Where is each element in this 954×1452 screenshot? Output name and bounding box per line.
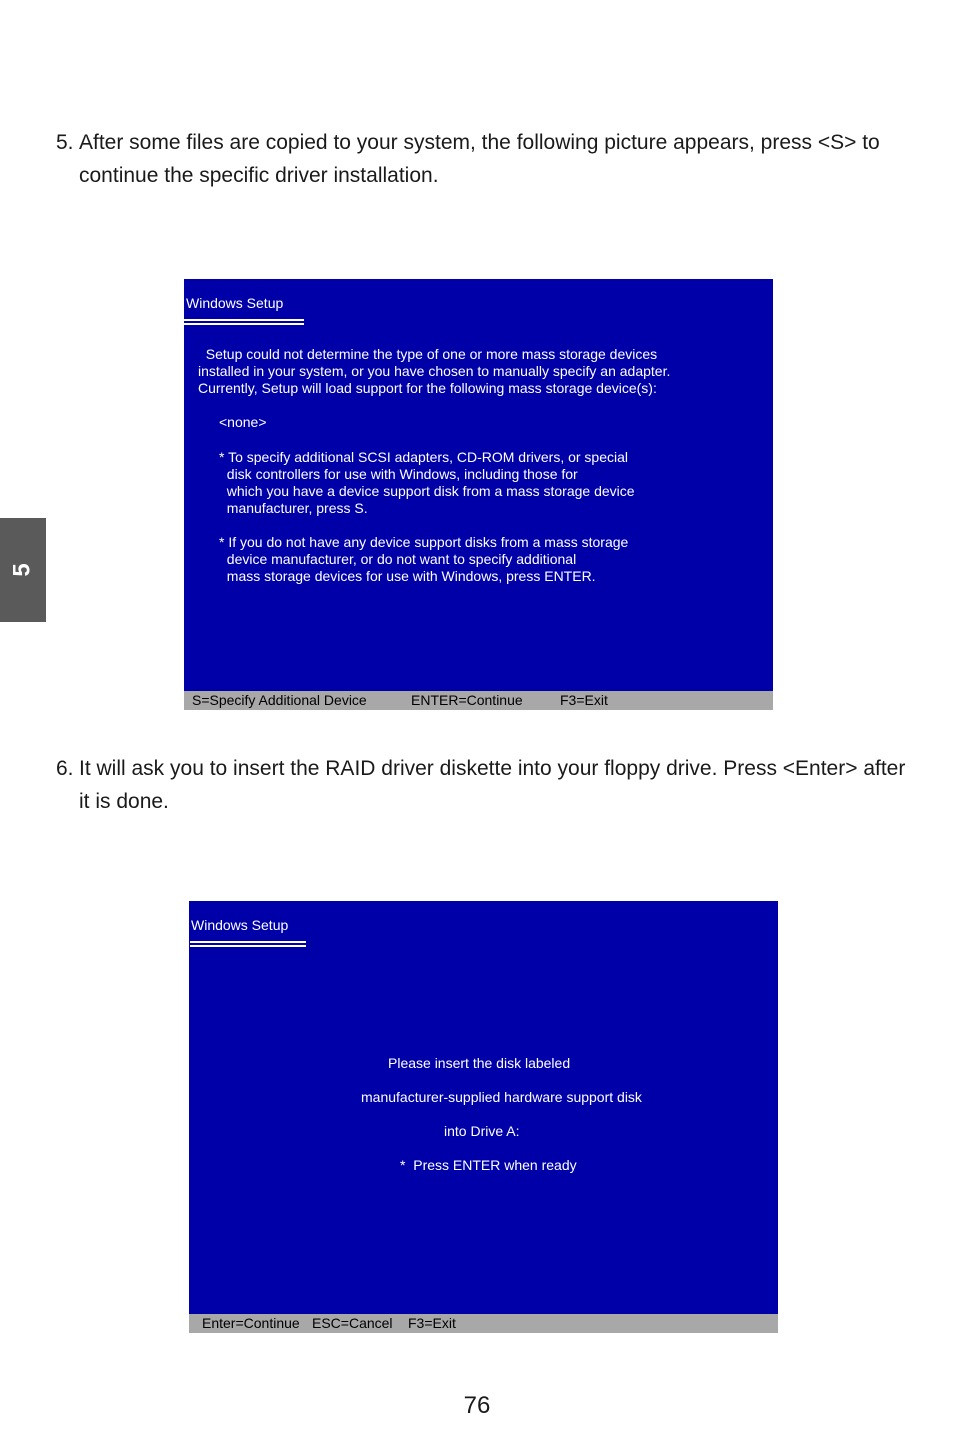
- status-f3-exit: F3=Exit: [560, 692, 608, 708]
- step-6: [56, 752, 916, 818]
- title-underline: [184, 319, 304, 325]
- message-line: device manufacturer, or do not want to specify additional: [219, 551, 577, 567]
- message-line: into Drive A:: [444, 1123, 520, 1139]
- setup-screen-specify-device: [184, 279, 773, 710]
- chapter-tab-label: 5: [8, 563, 36, 577]
- message-line: Setup could not determine the type of one or more mass storage devices: [198, 346, 658, 362]
- window-title: Windows Setup: [191, 917, 289, 933]
- status-esc-cancel: ESC=Cancel: [312, 1315, 393, 1331]
- title-underline: [190, 941, 306, 947]
- status-bar: [184, 691, 773, 710]
- status-bar: [189, 1314, 778, 1333]
- setup-screen-insert-disk: [189, 901, 778, 1333]
- page-number: 76: [463, 1392, 491, 1419]
- message-line: * If you do not have any device support disks from a mass storage: [219, 534, 629, 550]
- message-line: Please insert the disk labeled: [388, 1055, 571, 1071]
- message-line: mass storage devices for use with Windows, press ENTER.: [219, 568, 596, 584]
- chapter-tab: [0, 518, 46, 622]
- step-5: [56, 126, 916, 192]
- message-line: which you have a device support disk from a mass storage device: [219, 483, 635, 499]
- message-line: * Press ENTER when ready: [400, 1157, 577, 1173]
- step-text: After some files are copied to your system, the following picture appears, press <S> to continue the specific driver installation.: [79, 131, 880, 187]
- step-number: 5.: [56, 131, 74, 154]
- message-line: installed in your system, or you have chosen to manually specify an adapter.: [198, 363, 671, 379]
- status-enter-continue: ENTER=Continue: [411, 692, 523, 708]
- window-title: Windows Setup: [186, 295, 284, 311]
- status-enter-continue: Enter=Continue: [202, 1315, 300, 1331]
- device-list-value: <none>: [219, 414, 267, 430]
- step-number: 6.: [56, 757, 74, 780]
- message-line: manufacturer, press S.: [219, 500, 368, 516]
- status-f3-exit: F3=Exit: [408, 1315, 456, 1331]
- message-line: * To specify additional SCSI adapters, CD-ROM drivers, or special: [219, 449, 629, 465]
- message-line: Currently, Setup will load support for the following mass storage device(s):: [198, 380, 657, 396]
- message-line: disk controllers for use with Windows, including those for: [219, 466, 578, 482]
- step-text: It will ask you to insert the RAID driver diskette into your floppy drive. Press <Enter> after it is done.: [79, 757, 906, 813]
- status-specify-device: S=Specify Additional Device: [192, 692, 367, 708]
- disk-label: manufacturer-supplied hardware support disk: [361, 1089, 642, 1105]
